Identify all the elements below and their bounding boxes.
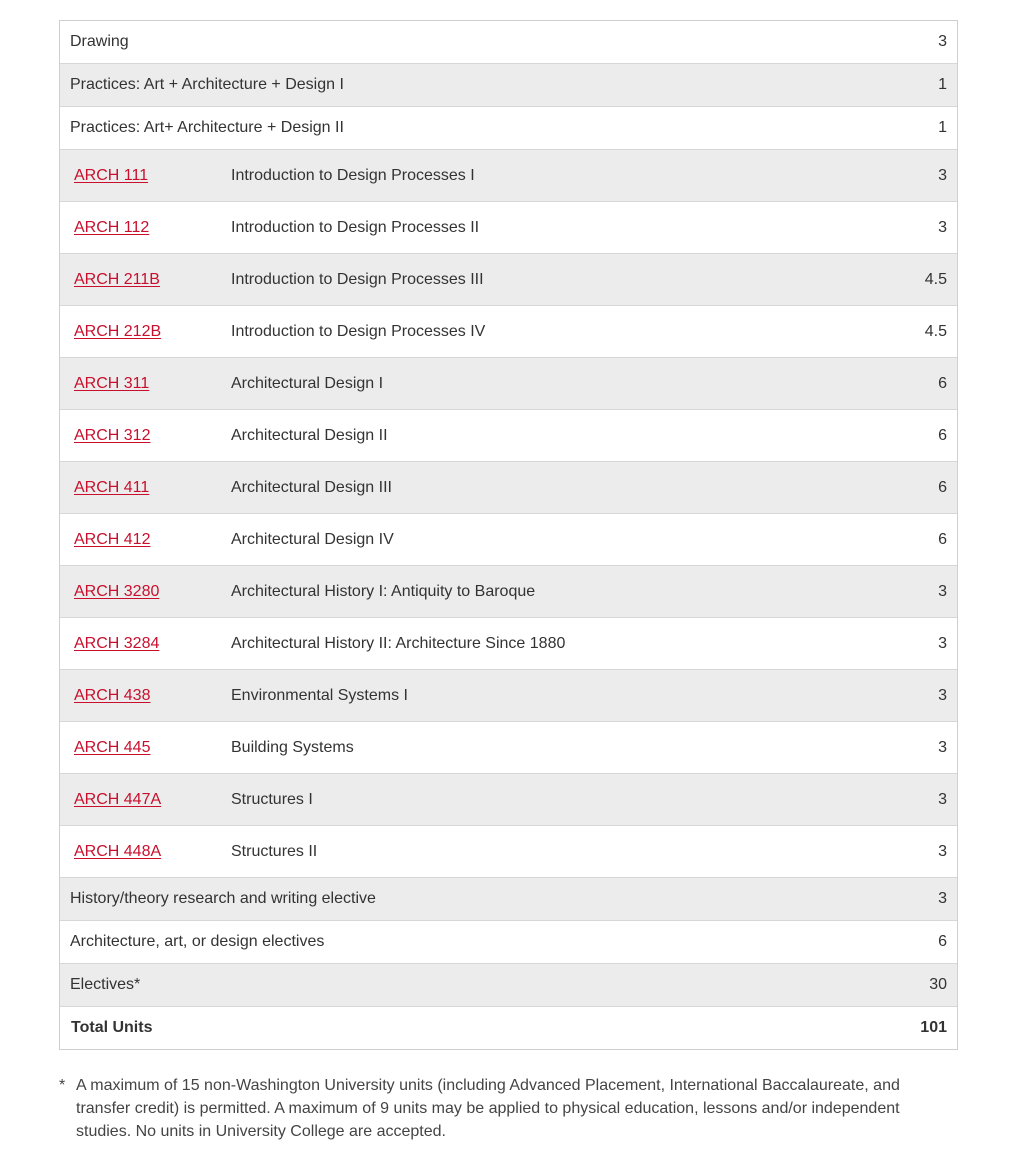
total-units-value: 101 <box>920 1019 947 1036</box>
course-title: Introduction to Design Processes III <box>231 270 484 288</box>
course-title: Architectural Design II <box>231 426 388 444</box>
course-row <box>60 618 957 670</box>
course-code-cell <box>60 271 231 289</box>
course-code-cell <box>60 791 231 809</box>
course-title: Architectural Design IV <box>231 530 394 548</box>
course-row <box>60 774 957 826</box>
course-title: Structures I <box>231 790 313 808</box>
course-title: Structures II <box>231 842 318 860</box>
course-code-cell <box>60 375 231 393</box>
total-label: Total Units <box>71 1019 153 1036</box>
requirement-label: Practices: Art + Architecture + Design I <box>70 76 344 93</box>
course-code-link[interactable]: ARCH 448A <box>74 842 162 860</box>
total-units-row <box>60 1007 957 1049</box>
course-title: Architectural History II: Architecture Since 1880 <box>231 634 566 652</box>
units-value: 3 <box>938 738 947 756</box>
course-code-link[interactable]: ARCH 211B <box>74 270 160 288</box>
units-value: 4.5 <box>924 270 947 288</box>
table-row <box>60 964 957 1007</box>
course-code-link[interactable]: ARCH 412 <box>74 530 151 548</box>
units-value: 1 <box>938 76 947 93</box>
course-title: Introduction to Design Processes IV <box>231 322 486 340</box>
course-code-link[interactable]: ARCH 445 <box>74 738 151 756</box>
requirement-label: Architecture, art, or design electives <box>70 933 325 950</box>
table-row <box>60 107 957 150</box>
course-code-link[interactable]: ARCH 3284 <box>74 634 160 652</box>
course-row <box>60 202 957 254</box>
table-row <box>60 64 957 107</box>
course-code-link[interactable]: ARCH 111 <box>74 166 149 184</box>
units-value: 3 <box>938 166 947 184</box>
units-value: 6 <box>938 478 947 496</box>
units-value: 6 <box>938 933 947 950</box>
course-code-cell <box>60 219 231 237</box>
footnote <box>59 1074 949 1143</box>
table-row <box>60 21 957 64</box>
course-row <box>60 722 957 774</box>
units-value: 6 <box>938 426 947 444</box>
course-code-cell <box>60 687 231 705</box>
course-row <box>60 254 957 306</box>
course-row <box>60 410 957 462</box>
course-title: Environmental Systems I <box>231 686 408 704</box>
course-row <box>60 306 957 358</box>
course-code-cell <box>60 843 231 861</box>
units-value: 3 <box>938 890 947 907</box>
course-code-cell <box>60 583 231 601</box>
units-value: 3 <box>938 218 947 236</box>
course-code-link[interactable]: ARCH 312 <box>74 426 151 444</box>
course-title: Architectural Design III <box>231 478 392 496</box>
footnote-marker: * <box>59 1077 66 1094</box>
course-code-cell <box>60 635 231 653</box>
course-code-link[interactable]: ARCH 311 <box>74 374 150 392</box>
units-value: 30 <box>929 976 947 993</box>
table-row <box>60 878 957 921</box>
course-row <box>60 566 957 618</box>
requirement-label: Practices: Art+ Architecture + Design II <box>70 119 344 136</box>
course-title: Building Systems <box>231 738 354 756</box>
requirement-label: Electives* <box>70 976 141 993</box>
course-code-link[interactable]: ARCH 212B <box>74 322 162 340</box>
course-title: Introduction to Design Processes II <box>231 218 480 236</box>
units-value: 3 <box>938 686 947 704</box>
units-value: 6 <box>938 374 947 392</box>
course-title: Introduction to Design Processes I <box>231 166 475 184</box>
course-title: Architectural Design I <box>231 374 384 392</box>
course-code-cell <box>60 323 231 341</box>
course-row <box>60 514 957 566</box>
units-value: 1 <box>938 119 947 136</box>
units-value: 4.5 <box>924 322 947 340</box>
requirement-label: Drawing <box>70 33 129 50</box>
course-code-cell <box>60 167 231 185</box>
units-value: 3 <box>938 634 947 652</box>
units-value: 6 <box>938 530 947 548</box>
course-code-link[interactable]: ARCH 438 <box>74 686 151 704</box>
course-row <box>60 462 957 514</box>
course-row <box>60 150 957 202</box>
footnote-text: A maximum of 15 non-Washington University units (including Advanced Placement, International Baccalaureate, and transfer credit) is permitted. A maximum of 9 units may be applied to physical education, lessons and/or independent studies. No units in University College are accepted. <box>76 1077 900 1140</box>
table-row <box>60 921 957 964</box>
course-code-cell <box>60 531 231 549</box>
course-code-link[interactable]: ARCH 112 <box>74 218 150 236</box>
course-code-cell <box>60 479 231 497</box>
course-code-link[interactable]: ARCH 447A <box>74 790 162 808</box>
units-value: 3 <box>938 582 947 600</box>
course-code-cell <box>60 739 231 757</box>
course-code-link[interactable]: ARCH 3280 <box>74 582 160 600</box>
units-value: 3 <box>938 790 947 808</box>
course-code-cell <box>60 427 231 445</box>
requirement-label: History/theory research and writing elective <box>70 890 376 907</box>
course-requirements-table <box>59 20 958 1050</box>
course-row <box>60 358 957 410</box>
units-value: 3 <box>938 33 947 50</box>
course-title: Architectural History I: Antiquity to Baroque <box>231 582 536 600</box>
units-value: 3 <box>938 842 947 860</box>
course-row <box>60 826 957 878</box>
course-code-link[interactable]: ARCH 411 <box>74 478 150 496</box>
course-row <box>60 670 957 722</box>
